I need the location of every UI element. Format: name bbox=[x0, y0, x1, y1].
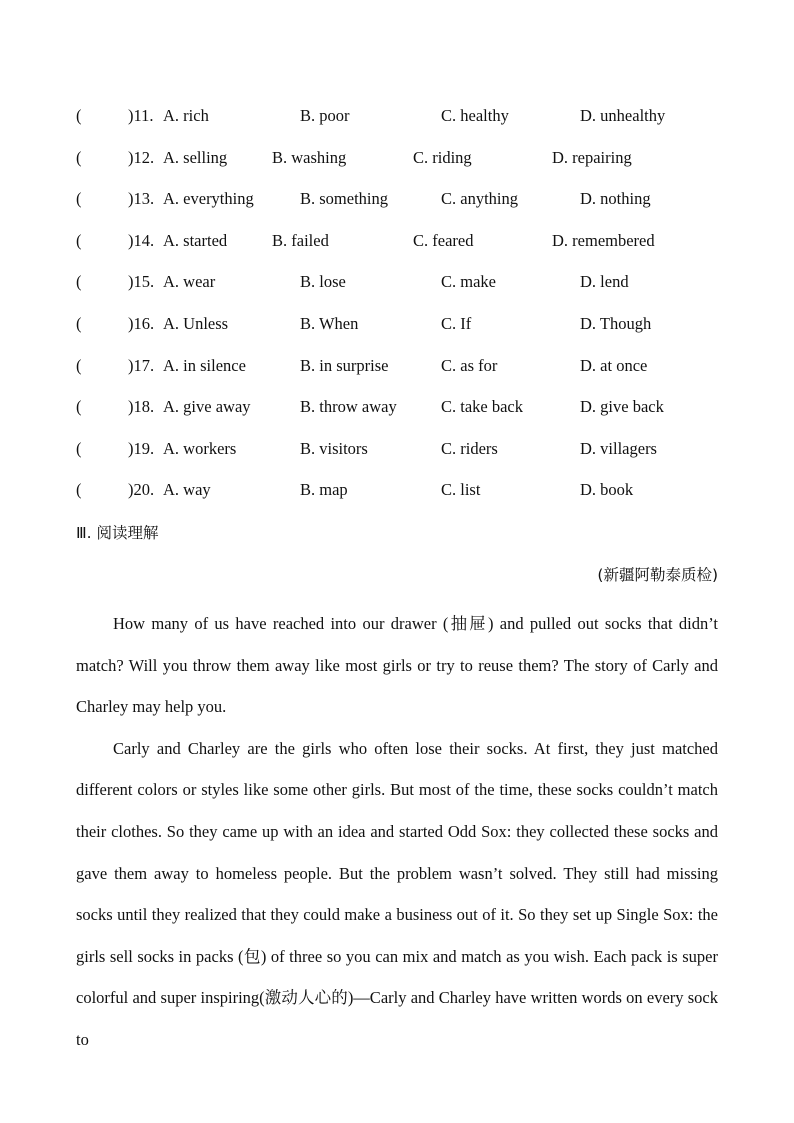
option-b: B. in surprise bbox=[300, 355, 389, 375]
option-c: C. take back bbox=[441, 397, 524, 417]
question-number: )19. bbox=[128, 438, 155, 458]
option-d: D. lend bbox=[580, 272, 629, 292]
answer-blank-paren: ( bbox=[76, 397, 82, 417]
reading-passage bbox=[76, 603, 718, 1061]
question-row bbox=[76, 477, 736, 519]
question-number: )14. bbox=[128, 230, 155, 250]
question-list bbox=[76, 103, 736, 519]
question-row bbox=[76, 269, 736, 311]
answer-blank-paren: ( bbox=[76, 147, 82, 167]
option-b: B. poor bbox=[300, 106, 350, 125]
question-row bbox=[76, 228, 736, 270]
option-a: A. rich bbox=[163, 106, 209, 125]
option-d: D. repairing bbox=[552, 147, 632, 167]
option-b: B. visitors bbox=[300, 438, 368, 458]
option-c: C. as for bbox=[441, 355, 498, 375]
answer-blank-paren: ( bbox=[76, 480, 82, 500]
option-a: A. give away bbox=[163, 397, 251, 417]
option-b: B. map bbox=[300, 480, 348, 500]
question-number: )13. bbox=[128, 189, 155, 209]
question-row bbox=[76, 353, 736, 395]
option-a: A. workers bbox=[163, 438, 237, 458]
passage-paragraph-1: How many of us have reached into our drawer (抽屉) and pulled out socks that didn’t match? Will you throw them away like most girls or try to reuse them? The story of Carly and Charley may help you. bbox=[76, 614, 718, 717]
option-c: C. riders bbox=[441, 438, 498, 458]
answer-blank-paren: ( bbox=[76, 355, 82, 375]
source-note: (新疆阿勒泰质检) bbox=[597, 566, 718, 584]
question-number: )11. bbox=[128, 106, 154, 125]
question-number: )16. bbox=[128, 313, 155, 333]
question-row bbox=[76, 186, 736, 228]
option-c: C. feared bbox=[413, 230, 474, 250]
option-a: A. way bbox=[163, 480, 211, 500]
answer-blank-paren: ( bbox=[76, 189, 82, 209]
option-d: D. villagers bbox=[580, 438, 657, 458]
option-a: A. everything bbox=[163, 189, 254, 209]
option-c: C. riding bbox=[413, 147, 472, 167]
option-d: D. nothing bbox=[580, 189, 651, 209]
option-d: D. give back bbox=[580, 397, 664, 417]
option-a: A. in silence bbox=[163, 355, 246, 375]
option-c: C. healthy bbox=[441, 106, 509, 125]
question-row bbox=[76, 394, 736, 436]
option-c: C. anything bbox=[441, 189, 518, 209]
question-row bbox=[76, 311, 736, 353]
option-b: B. When bbox=[300, 313, 359, 333]
question-number: )17. bbox=[128, 355, 155, 375]
answer-blank-paren: ( bbox=[76, 272, 82, 292]
passage-paragraph-2: Carly and Charley are the girls who often lose their socks. At first, they just matched different colors or styles like some other girls. But most of the time, these socks couldn’t match their clothes. So they came up with an idea and started Odd Sox: they collected these socks and gave them away to homeless people. But the problem wasn’t solved. They still had missing socks until they realized that they could make a business out of it. So they set up Single Sox: the girls sell socks in packs (包) of three so you can mix and match as you wish. Each pack is super colorful and super inspiring(激动人心的)—Carly and Charley have written words on every sock to bbox=[76, 738, 718, 1049]
option-d: D. book bbox=[580, 480, 634, 500]
question-number: )18. bbox=[128, 397, 155, 417]
question-row bbox=[76, 103, 736, 145]
question-row bbox=[76, 436, 736, 478]
option-b: B. throw away bbox=[300, 397, 397, 417]
option-b: B. something bbox=[300, 189, 389, 209]
option-a: A. Unless bbox=[163, 313, 229, 333]
option-a: A. wear bbox=[163, 272, 216, 292]
option-c: C. make bbox=[441, 272, 496, 292]
question-row bbox=[76, 145, 736, 187]
answer-blank-paren: ( bbox=[76, 313, 82, 333]
option-d: D. Though bbox=[580, 313, 652, 333]
option-b: B. failed bbox=[272, 230, 329, 250]
answer-blank-paren: ( bbox=[76, 438, 82, 458]
option-d: D. at once bbox=[580, 355, 648, 375]
question-number: )12. bbox=[128, 147, 155, 167]
option-d: D. remembered bbox=[552, 230, 655, 250]
option-c: C. list bbox=[441, 480, 481, 500]
question-number: )20. bbox=[128, 480, 155, 500]
option-a: A. started bbox=[163, 230, 228, 250]
option-b: B. lose bbox=[300, 272, 346, 292]
option-b: B. washing bbox=[272, 147, 347, 167]
answer-blank-paren: ( bbox=[76, 230, 82, 250]
option-a: A. selling bbox=[163, 147, 228, 167]
answer-blank-paren: ( bbox=[76, 106, 82, 125]
option-d: D. unhealthy bbox=[580, 106, 666, 125]
question-number: )15. bbox=[128, 272, 155, 292]
section-title: Ⅲ. 阅读理解 bbox=[76, 524, 159, 542]
option-c: C. If bbox=[441, 313, 472, 333]
